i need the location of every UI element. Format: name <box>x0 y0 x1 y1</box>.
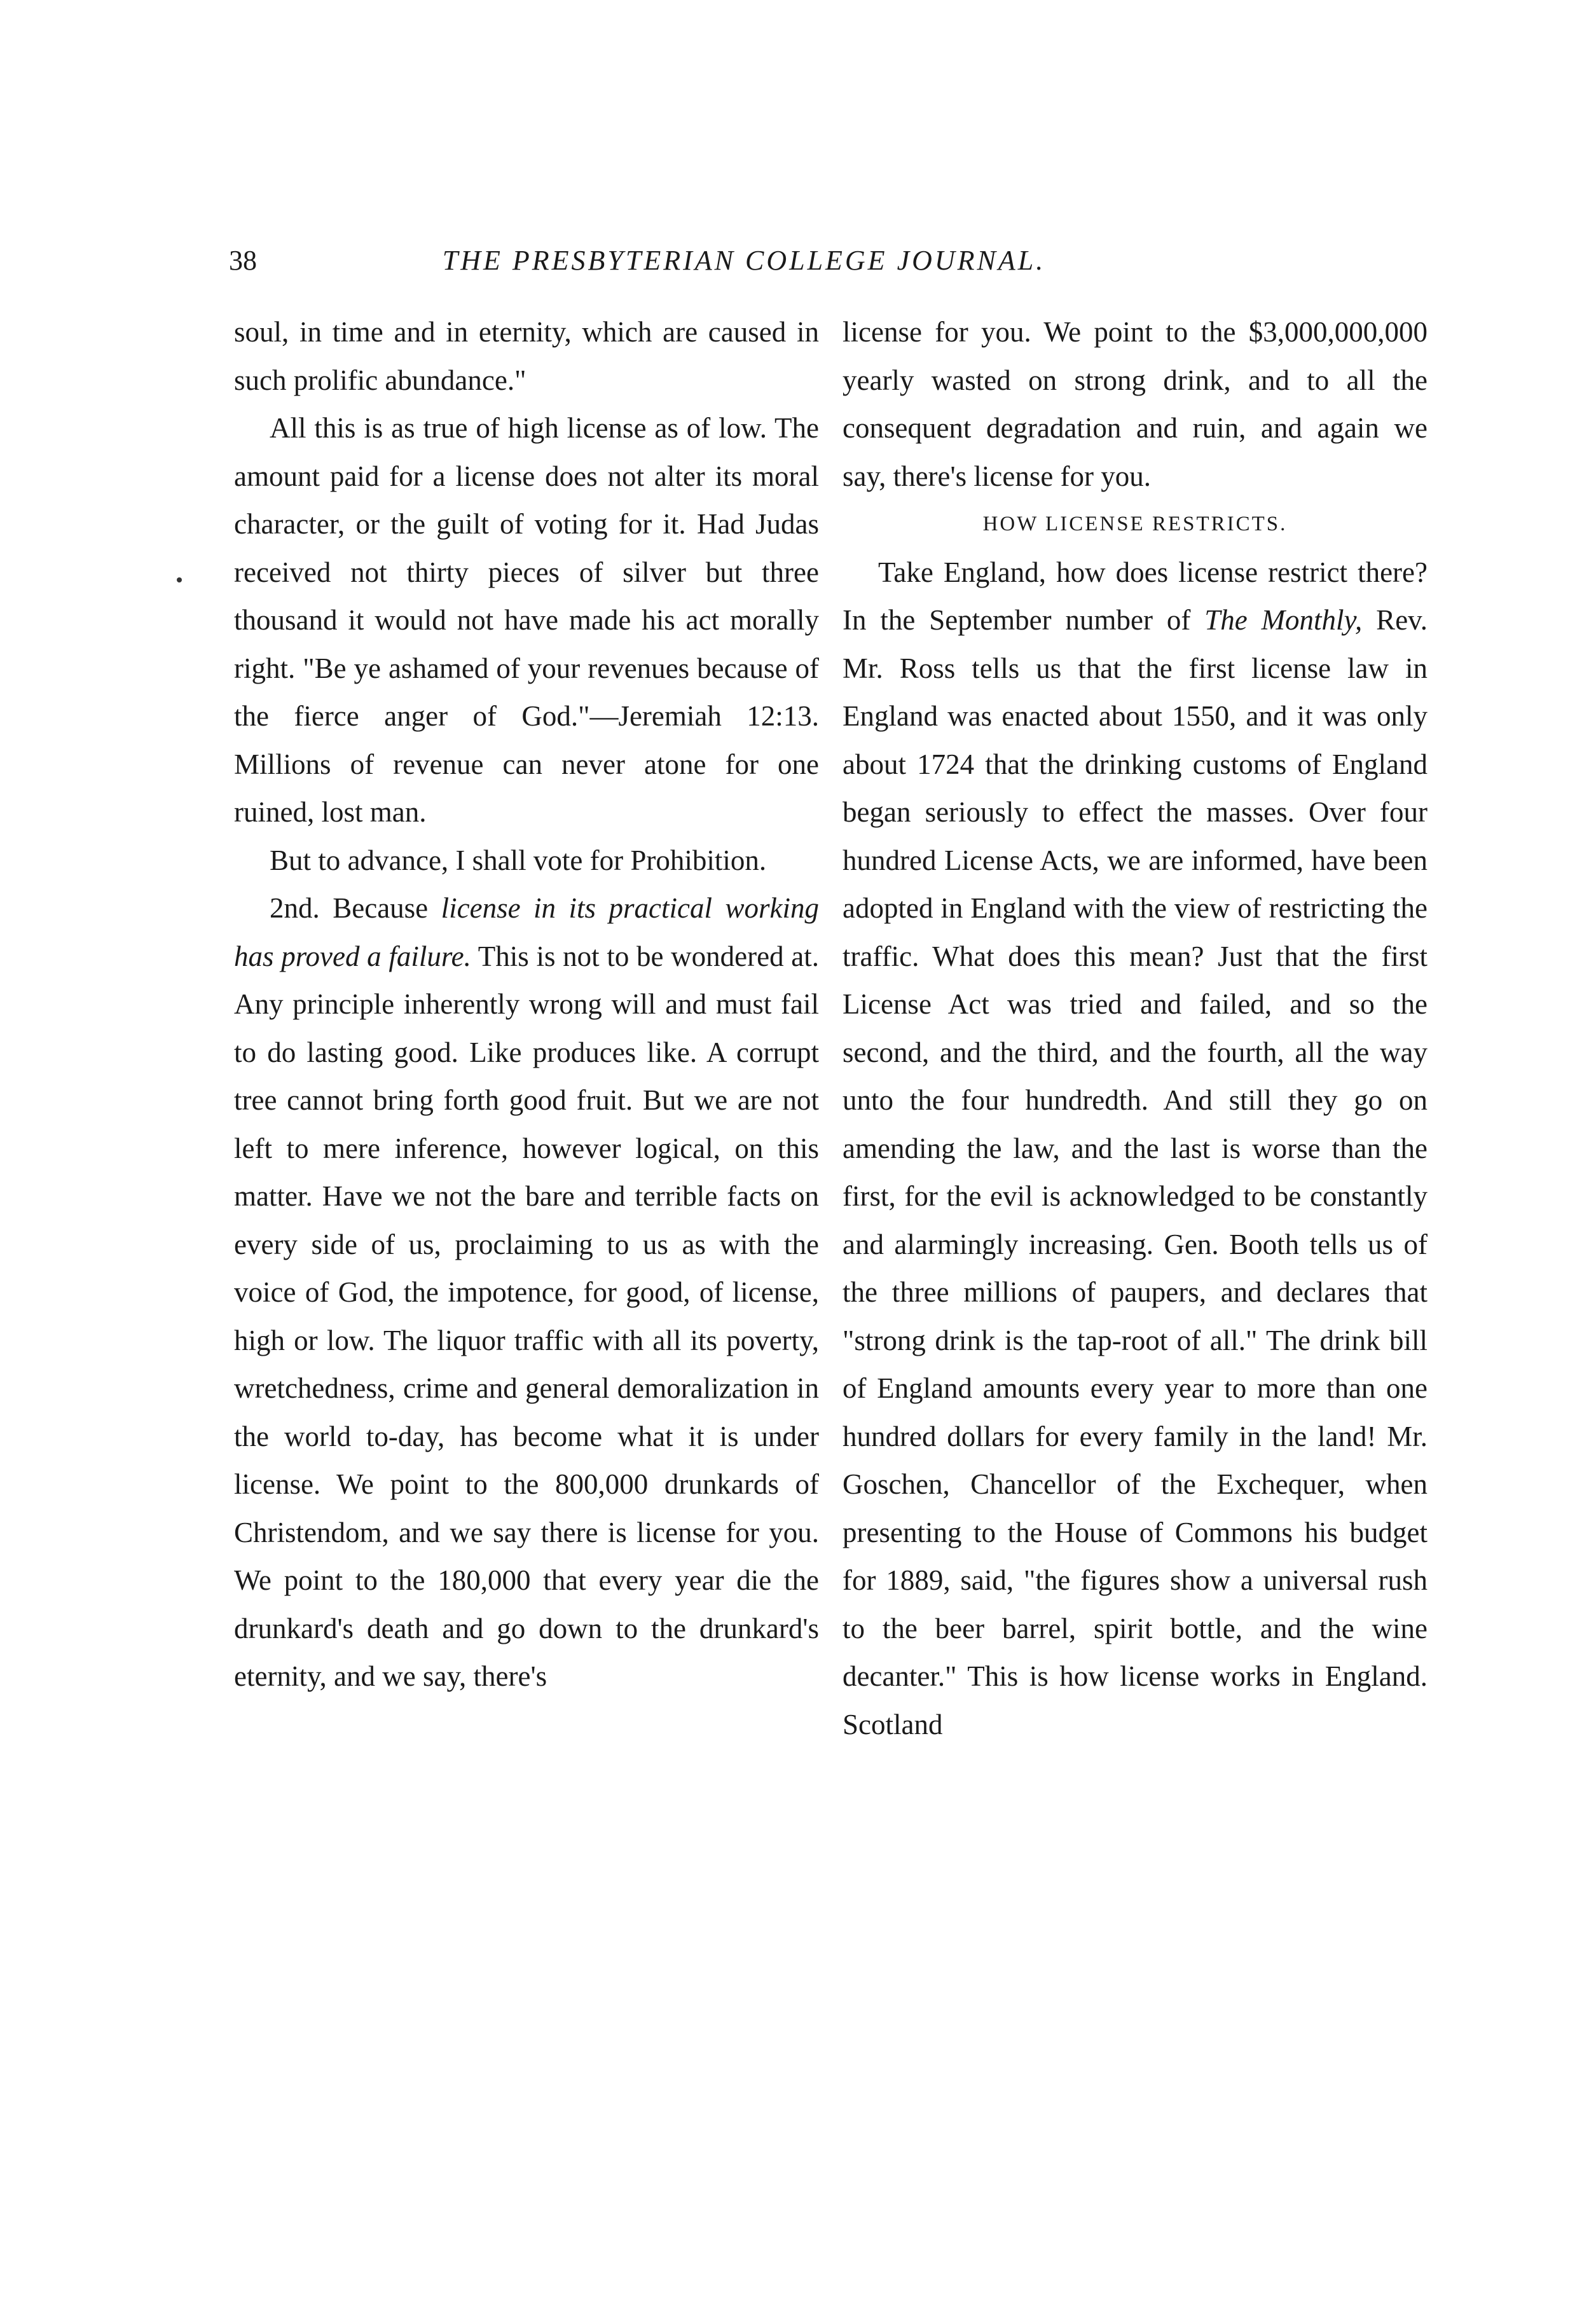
paragraph: All this is as true of high license as of low. The amount paid for a license does not alter its moral character, or the guilt of voting for it. Had Judas received not thirty pieces of silver but three thousand it would not have made his act morally right. "Be ye ashamed of your revenues because of the fierce anger of God."—Jeremiah 12:13. Millions of revenue can never atone for one ruined, lost man. <box>234 412 819 828</box>
section-heading: HOW LICENSE RESTRICTS. <box>982 513 1288 535</box>
right-column <box>843 308 1427 1749</box>
paragraph <box>234 885 819 1701</box>
paragraph-lead: 2nd. Because <box>270 892 441 924</box>
paragraph: But to advance, I shall vote for Prohibition. <box>270 844 767 876</box>
paragraph <box>843 549 1427 1749</box>
page-header <box>229 242 1259 280</box>
paragraph-text: Rev. Mr. Ross tells us that the first license law in England was enacted about 1550, and it was only about 1724 that the drinking customs of England began seriously to effect the masses. Over four hundred License Acts, we are informed, have been adopted in England with the view of restricting the traffic. What does this mean? Just that the first License Act was tried and failed, and so the second, and the third, and the fourth, all the way unto the four hundredth. And still they go on amending the law, and the last is worse than the first, for the evil is acknowledged to be constantly and alarmingly increasing. Gen. Booth tells us of the three millions of paupers, and declares that "strong drink is the tap-root of all." The drink bill of England amounts every year to more than one hundred dollars for every family in the land! Mr. Goschen, Chancellor of the Exchequer, when presenting to the House of Commons his budget for 1889, said, "the figures show a universal rush to the beer barrel, spirit bottle, and the wine decanter." This is how license works in England. Scotland <box>843 604 1427 1740</box>
italic-title: The Monthly, <box>1204 604 1363 636</box>
italic-emphasis: license in its practical working has proved a failure. <box>234 892 819 972</box>
paragraph: soul, in time and in eternity, which are caused in such prolific abundance." <box>234 316 819 396</box>
running-title: THE PRESBYTERIAN COLLEGE JOURNAL. <box>442 245 1046 276</box>
margin-mark <box>177 577 182 582</box>
paragraph-text: This is not to be wondered at. Any principle inherently wrong will and must fail to do lasting good. Like produces like. A corrupt tree cannot bring forth good fruit. But we are not left to mere inference, however logical, on this matter. Have we not the bare and terrible facts on every side of us, proclaiming to us as with the voice of God, the impotence, for good, of license, high or low. The liquor traffic with all its poverty, wretchedness, crime and general demoralization in the world to-day, has become what it is under license. We point to the 800,000 drunkards of Christendom, and we say there is license for you. We point to the 180,000 that every year die the drunkard's death and go down to the drunkard's eternity, and we say, there's <box>234 940 820 1692</box>
left-column <box>234 308 819 1701</box>
paragraph-lead: Take England, how does license restrict there? In the September number of <box>843 556 1427 636</box>
paragraph: license for you. We point to the $3,000,000,000 yearly wasted on strong drink, and to all the consequent degradation and ruin, and again we say, there's license for you. <box>843 316 1427 492</box>
page-number: 38 <box>229 245 257 276</box>
